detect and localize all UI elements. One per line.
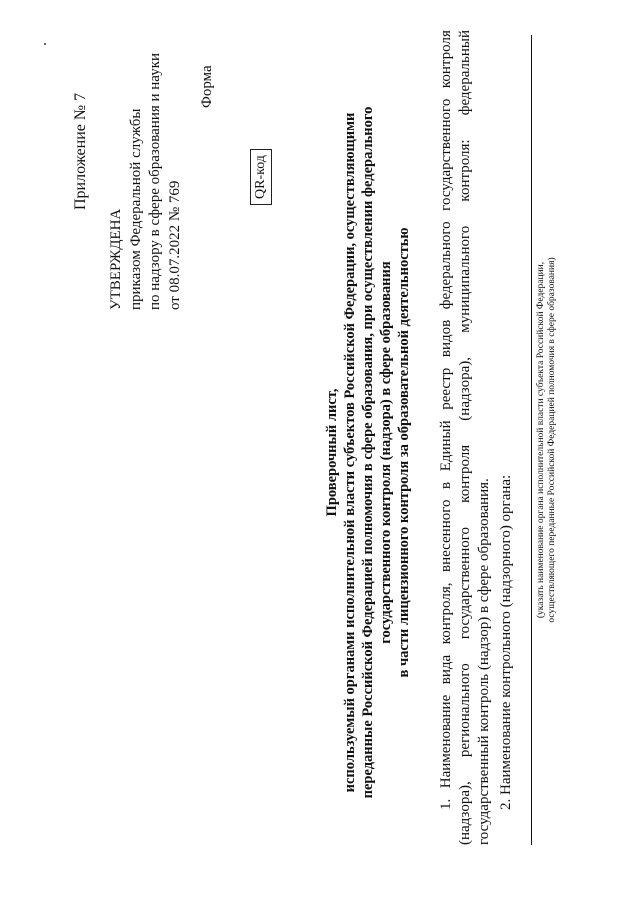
word: контроля:	[457, 139, 473, 202]
word: видов	[438, 319, 454, 358]
appendix-number: Приложение № 7	[72, 92, 89, 210]
word: муниципального	[457, 225, 473, 333]
word: Единый	[438, 420, 454, 472]
approval-line: УТВЕРЖДЕНА	[108, 208, 124, 310]
approval-line: по надзору в сфере образования и науки	[147, 52, 163, 310]
word: вида	[438, 654, 454, 685]
word: внесенного	[438, 499, 454, 572]
word: 1.	[438, 798, 454, 810]
word: государственного	[457, 526, 473, 640]
fill-in-caption	[536, 35, 558, 845]
scan-artifact-dot	[44, 43, 46, 45]
word: реестр	[438, 367, 454, 410]
item-1-line-2	[456, 30, 475, 845]
word: (надзора),	[457, 781, 473, 845]
item-1-line-3: государственный контроль (надзор) в сфере образования.	[476, 478, 492, 845]
title-line: используемый органами исполнительной власти субъектов Российской Федерации, осуществляющими	[342, 112, 358, 793]
approval-line: от 08.07.2022 № 769	[166, 180, 183, 310]
title-line: государственного контроля (надзора) в сфере образования	[378, 261, 394, 644]
title-line: в части лицензионного контроля за образовательной деятельностью	[396, 227, 412, 678]
word: федерального	[438, 221, 454, 310]
word: контроля,	[438, 582, 454, 645]
word: (надзора),	[457, 356, 473, 421]
item-1-control-type	[437, 30, 494, 845]
approval-stamp-block	[107, 53, 185, 310]
word: контроля	[438, 30, 454, 89]
caption-line: осуществляющего переданные Российской Федерацией полномочия в сфере образования)	[547, 257, 557, 623]
word: регионального	[457, 663, 473, 758]
approval-line: приказом Федеральной службы	[127, 108, 144, 310]
word: в	[438, 481, 454, 489]
word: контроля	[457, 444, 473, 503]
word: федеральный	[457, 30, 473, 116]
form-label: Форма	[199, 65, 215, 108]
title-line: Проверочный лист,	[324, 388, 340, 517]
word: государственного	[438, 98, 454, 211]
item-1-line-1	[437, 30, 456, 845]
caption-line: (указать наименование органа исполнительной власти субъекта Российской Федерации,	[536, 261, 546, 619]
qr-code-placeholder: QR-код	[250, 149, 272, 205]
item-2-authority-name: 2. Наименование контрольного (надзорного) органа:	[498, 474, 514, 810]
title-line: переданные Российской Федерацией полномочия в сфере образования, при осуществлении федерального	[360, 106, 376, 799]
word: Наименование	[438, 694, 454, 789]
document-title	[323, 0, 413, 905]
fill-in-underline	[531, 35, 532, 845]
